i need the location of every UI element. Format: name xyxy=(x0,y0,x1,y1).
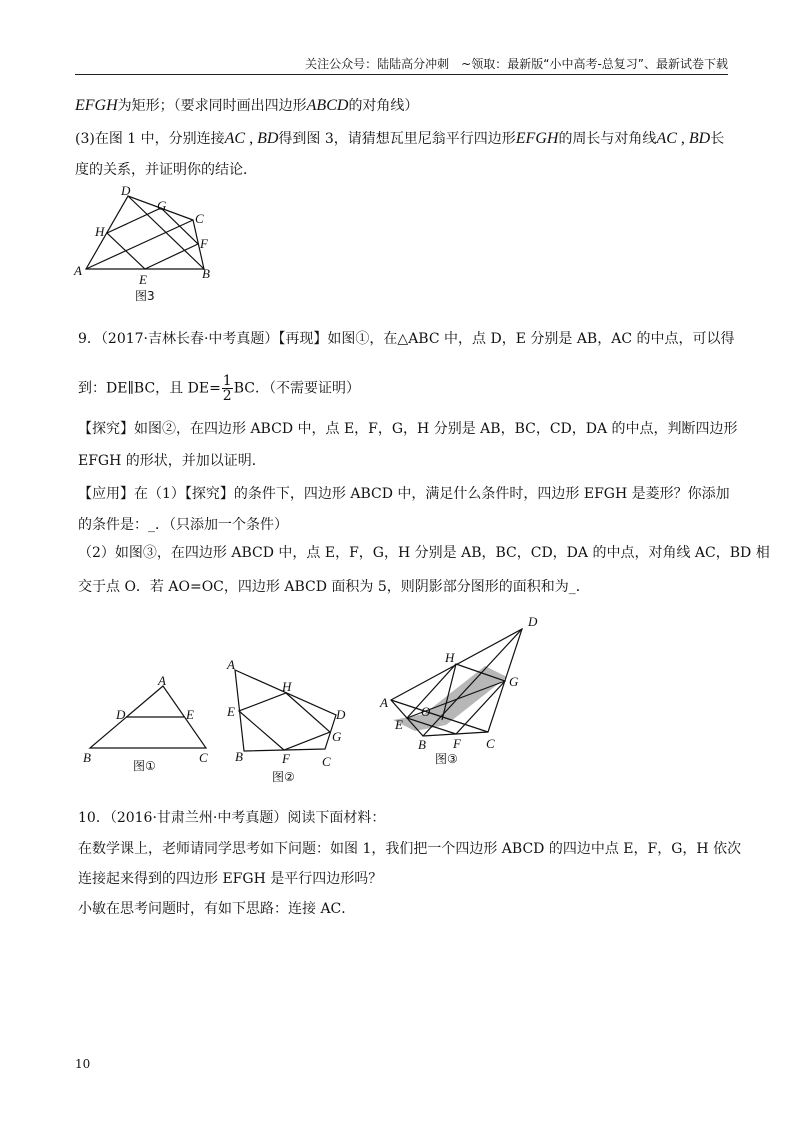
var-ac-bd-2: AC , BD xyxy=(656,130,711,147)
fraction-numerator: 1 xyxy=(222,373,232,389)
q8-line1-text-a: 为矩形；（要求同时画出四边形 xyxy=(117,98,307,114)
fig3-label-e: E xyxy=(139,272,147,287)
fig3-label-b: B xyxy=(202,266,210,281)
q8-line2-text-d: 长 xyxy=(710,131,725,147)
fig3b-label-e: E xyxy=(395,717,403,732)
q9-line2-text-b: BC．（不需要证明） xyxy=(233,380,360,397)
q9-figure-1 xyxy=(78,672,218,777)
header-text: 关注公众号：陆陆高分冲刺 ~领取：最新版“小中高考-总复习”、最新试卷下载 xyxy=(305,57,728,71)
fig2-label-f: F xyxy=(282,751,290,766)
q10-line-3: 连接起来得到的四边形 EFGH 是平行四边形吗？ xyxy=(78,871,383,887)
fig3-label-g: G xyxy=(157,198,167,213)
fig2-label-c: C xyxy=(322,754,331,769)
q9-line-4: EFGH 的形状，并加以证明． xyxy=(78,453,266,469)
q9-line-2 xyxy=(78,374,360,403)
q9-line2-text-a: 到：DE∥BC，且 DE= xyxy=(78,380,221,397)
fig2-label-b: B xyxy=(235,749,243,764)
q8-line2-text-b: 得到图 3，请猜想瓦里尼翁平行四边形 xyxy=(278,131,516,147)
q8-line-3: 度的关系，并证明你的结论． xyxy=(75,162,257,178)
q9-figure-2 xyxy=(222,656,357,786)
fig3b-label-h: H xyxy=(445,650,455,665)
fig1-label-c: C xyxy=(199,750,208,765)
fig3-label-h: H xyxy=(95,224,105,239)
q9-figure-3 xyxy=(378,612,548,772)
fraction-denominator: 2 xyxy=(222,388,232,404)
page-number: 10 xyxy=(75,1057,91,1071)
q9-line-5: 【应用】在（1）【探究】的条件下，四边形 ABCD 中，满足什么条件时，四边形 EFGH 是菱形？你添加 xyxy=(78,486,730,502)
fig3-label-d: D xyxy=(121,183,131,198)
fig1-label-e: E xyxy=(186,707,194,722)
q10-line-4: 小敏在思考问题时，有如下思路：连接 AC． xyxy=(78,901,356,917)
fig2-caption: 图② xyxy=(272,770,295,784)
q8-line1-text-b: 的对角线） xyxy=(348,98,419,114)
q10-line-2: 在数学课上，老师请同学思考如下问题：如图 1，我们把一个四边形 ABCD 的四边中点 E，F，G，H 依次 xyxy=(78,841,742,857)
fig3b-label-a: A xyxy=(380,695,388,710)
fig2-label-d: D xyxy=(336,707,346,722)
fig1-caption: 图① xyxy=(133,759,156,773)
var-ac-bd: AC , BD xyxy=(224,130,279,147)
fig3b-caption: 图③ xyxy=(435,752,458,766)
fig1-label-a: A xyxy=(158,673,166,688)
fig3b-label-d: D xyxy=(528,614,538,629)
q10-line-1: 10．（2016·甘肃兰州·中考真题）阅读下面材料： xyxy=(78,810,386,826)
fig2-label-e: E xyxy=(227,704,235,719)
page-header xyxy=(75,52,728,75)
q9-line-8: 交于点 O．若 AO=OC，四边形 ABCD 面积为 5，则阴影部分图形的面积和为_． xyxy=(78,579,590,595)
fig2-label-h: H xyxy=(282,679,292,694)
fig3-label-c: C xyxy=(195,211,204,226)
fig1-label-d: D xyxy=(116,707,126,722)
q9-line-3: 【探究】如图②，在四边形 ABCD 中，点 E，F，G，H 分别是 AB，BC，CD，DA 的中点，判断四边形 xyxy=(78,421,738,437)
fig3-label-a: A xyxy=(74,263,82,278)
fig3b-label-b: B xyxy=(418,737,426,752)
q9-line-7: （2）如图③，在四边形 ABCD 中，点 E，F，G，H 分别是 AB，BC，CD，DA 的中点，对角线 AC，BD 相 xyxy=(78,545,770,561)
fig2-label-a: A xyxy=(227,657,235,672)
fig3-caption: 图3 xyxy=(135,289,155,303)
q8-line2-text-c: 的周长与对角线 xyxy=(558,131,657,147)
q8-line2-text-a: (3)在图 1 中，分别连接 xyxy=(75,131,225,147)
q8-line-2 xyxy=(75,129,724,149)
fig3b-label-o: O xyxy=(421,704,431,719)
var-efgh: EFGH xyxy=(75,97,118,114)
var-abcd: ABCD xyxy=(306,97,349,114)
q8-line-1 xyxy=(75,96,418,116)
q9-line-1: 9．（2017·吉林长春·中考真题）【再现】如图①，在△ABC 中，点 D，E 分别是 AB，AC 的中点，可以得 xyxy=(78,331,735,347)
q8-figure-3 xyxy=(68,183,228,308)
var-efgh-2: EFGH xyxy=(515,130,559,147)
fraction-one-half xyxy=(222,374,233,403)
fig3b-label-g: G xyxy=(509,674,519,689)
fig3b-label-c: C xyxy=(486,736,495,751)
fig3-label-f: F xyxy=(200,236,208,251)
fig1-label-b: B xyxy=(83,750,91,765)
q9-line-6: 的条件是：_．（只添加一个条件） xyxy=(78,517,288,533)
fig2-label-g: G xyxy=(332,729,342,744)
fig3b-label-f: F xyxy=(453,736,461,751)
